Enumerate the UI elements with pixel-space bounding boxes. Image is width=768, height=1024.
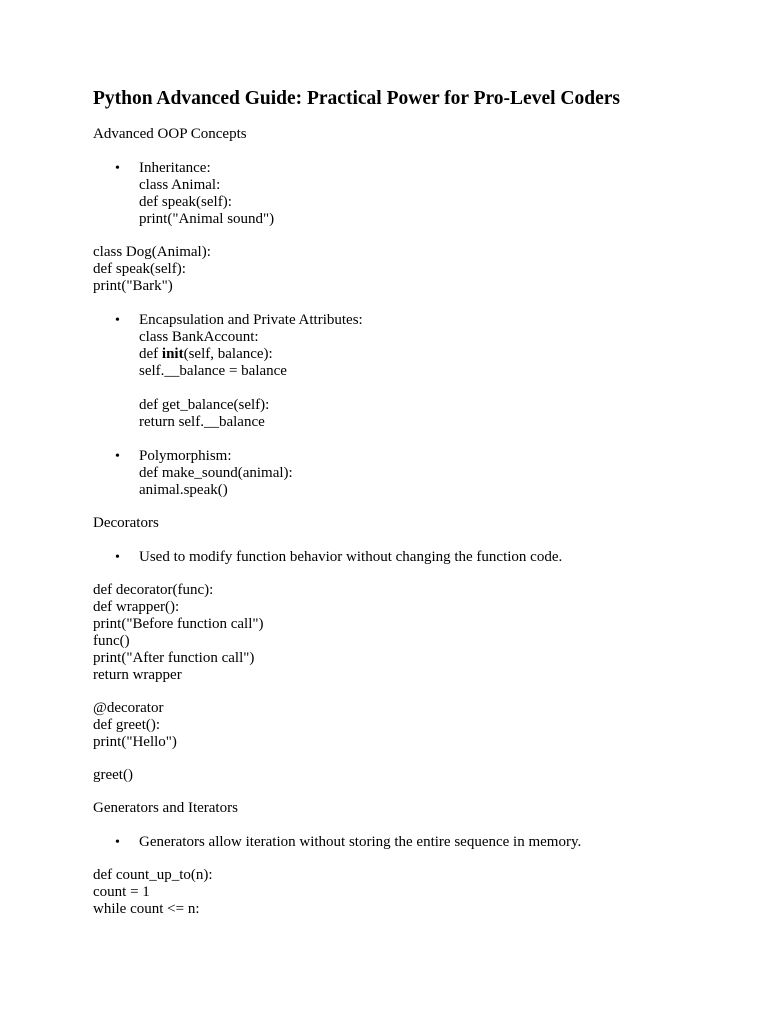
code-line: def get_balance(self):: [139, 397, 270, 413]
bold-init: init: [161, 346, 184, 362]
list-item: [93, 549, 733, 566]
section-heading-oop: Advanced OOP Concepts: [93, 126, 247, 142]
code-line: print("Before function call"): [93, 616, 264, 632]
code-line-init: [139, 346, 733, 363]
code-line: return wrapper: [93, 667, 182, 683]
section-heading-generators: Generators and Iterators: [93, 800, 238, 816]
code-block-greet: [93, 700, 733, 751]
list-item-text: Used to modify function behavior without changing the function code.: [139, 549, 563, 565]
bullet-list-inheritance: [93, 160, 733, 228]
code-line: def count_up_to(n):: [93, 867, 213, 883]
code-block-count-up: [93, 867, 733, 918]
code-line: while count <= n:: [93, 901, 200, 917]
list-item: [93, 448, 733, 499]
code-line: def speak(self):: [139, 194, 232, 210]
code-line: print("Hello"): [93, 734, 177, 750]
bullet-list-encapsulation: [93, 312, 733, 431]
code-text: def: [139, 346, 162, 362]
code-line: self.__balance = balance: [139, 363, 287, 379]
page-title: Python Advanced Guide: Practical Power for Pro-Level Coders: [93, 88, 620, 109]
bullet-list-generators: [93, 834, 733, 851]
code-line: Inheritance:: [139, 160, 211, 176]
code-line: count = 1: [93, 884, 150, 900]
code-block-decorator: [93, 582, 733, 684]
code-line: def decorator(func):: [93, 582, 214, 598]
code-line: return self.__balance: [139, 414, 265, 430]
code-line: def wrapper():: [93, 599, 180, 615]
code-line: print("After function call"): [93, 650, 255, 666]
bullet-icon: •: [115, 835, 120, 850]
bullet-list-polymorphism: [93, 448, 733, 499]
bullet-icon: •: [115, 161, 120, 176]
code-line: @decorator: [93, 700, 164, 716]
code-line: class BankAccount:: [139, 329, 259, 345]
list-item: [93, 160, 733, 228]
code-line: class Animal:: [139, 177, 221, 193]
bullet-list-decorators: [93, 549, 733, 566]
bullet-icon: •: [115, 313, 120, 328]
code-line: def greet():: [93, 717, 161, 733]
code-line: func(): [93, 633, 130, 649]
bullet-icon: •: [115, 449, 120, 464]
code-block-dog: [93, 244, 733, 295]
code-line: Polymorphism:: [139, 448, 232, 464]
code-text: (self, balance):: [183, 346, 273, 362]
code-line: def make_sound(animal):: [139, 465, 293, 481]
document-page: [93, 86, 733, 918]
list-item: [93, 834, 733, 851]
list-item-text: Generators allow iteration without storing the entire sequence in memory.: [139, 834, 582, 850]
code-line: animal.speak(): [139, 482, 228, 498]
code-line: greet(): [93, 767, 133, 783]
code-line: class Dog(Animal):: [93, 244, 211, 260]
code-line: def speak(self):: [93, 261, 186, 277]
code-line: print("Animal sound"): [139, 211, 275, 227]
code-line: print("Bark"): [93, 278, 173, 294]
code-block-greet-call: [93, 767, 733, 784]
spacer: [139, 380, 733, 397]
section-heading-decorators: Decorators: [93, 515, 159, 531]
list-item: [93, 312, 733, 431]
code-line: Encapsulation and Private Attributes:: [139, 312, 363, 328]
bullet-icon: •: [115, 550, 120, 565]
